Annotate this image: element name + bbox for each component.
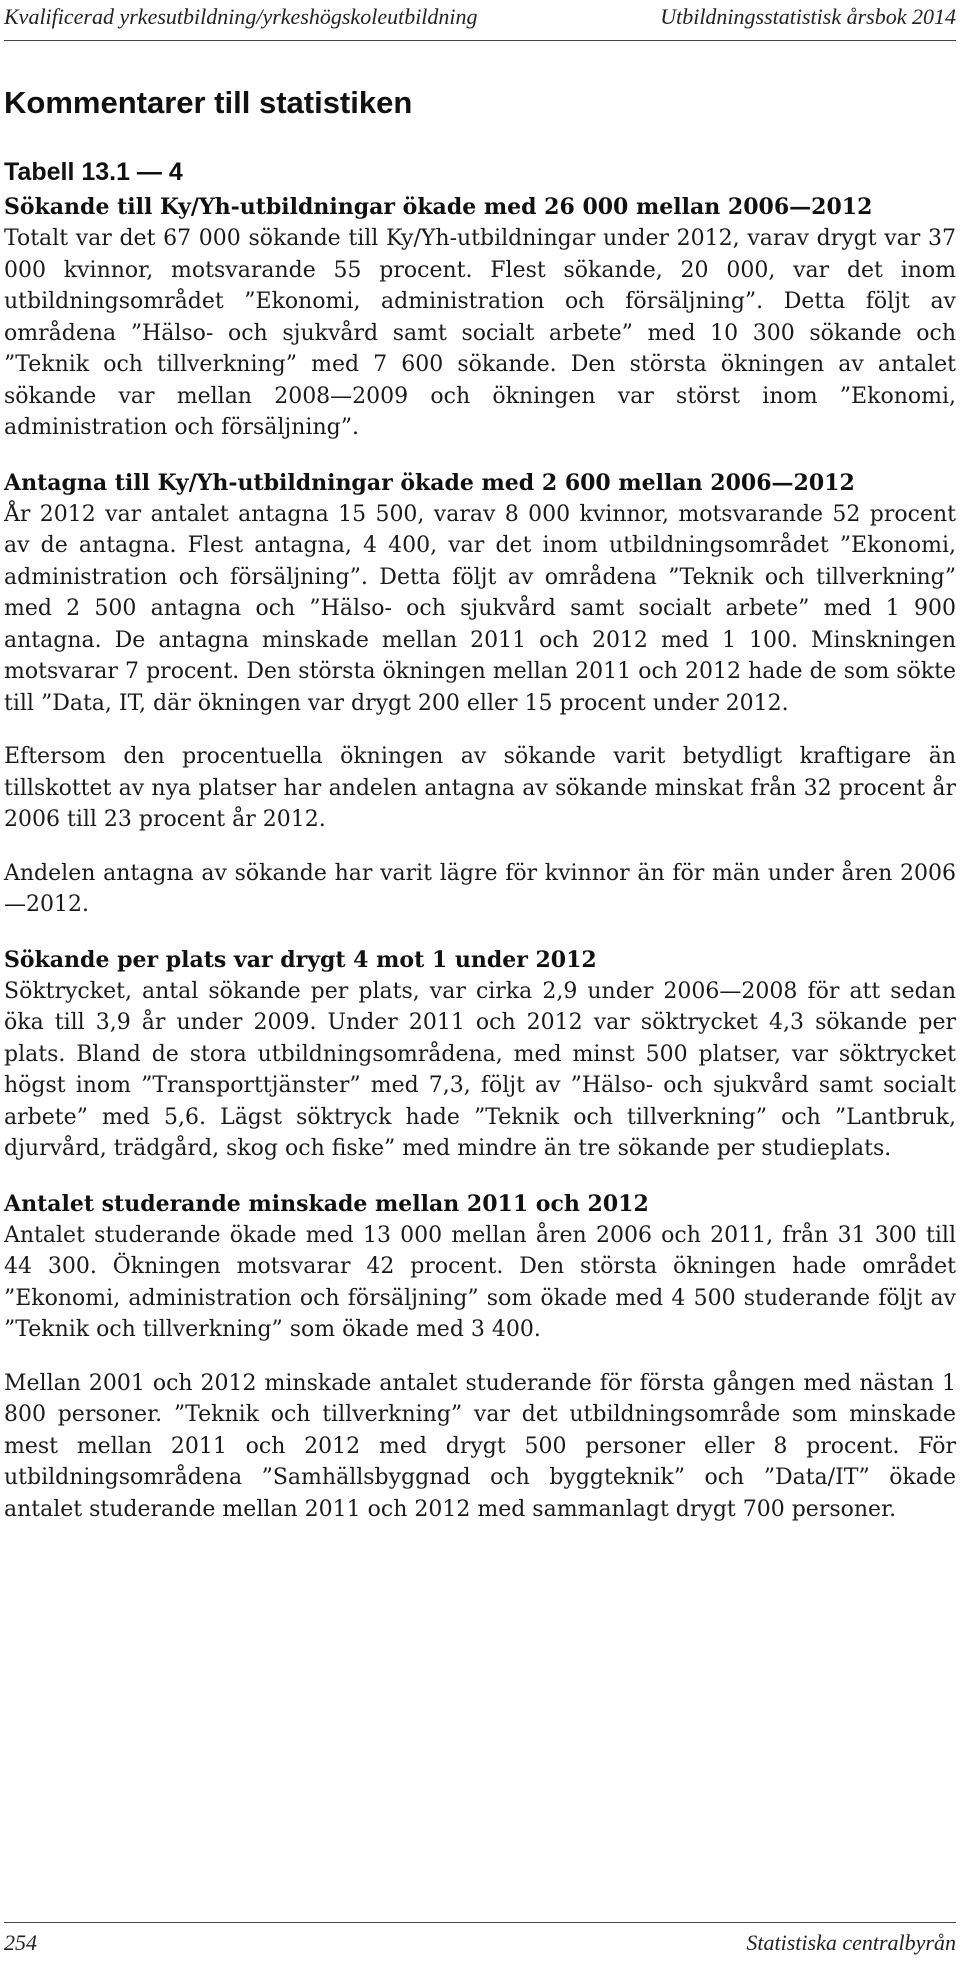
header-yearbook-title: Utbildningsstatistisk årsbok 2014 [660, 4, 956, 29]
page-number: 254 [4, 1930, 37, 1955]
subheading-applicants-per-place: Sökande per plats var drygt 4 mot 1 under 2012 [4, 946, 597, 973]
publisher-name: Statistiska centralbyrån [746, 1930, 956, 1955]
header-divider [4, 40, 956, 41]
paragraph: Antalet studerande ökade med 13 000 mellan åren 2006 och 2011, från 31 300 till 44 300. Ökningen motsvarar 42 procent. Den största ökningen hade området ”Ekonomi, administration och försäljning” som ökade med 4 500 studerande följt av ”Teknik och tillverkning” som ökade med 3 400. [4, 1222, 956, 1342]
running-header [4, 0, 956, 34]
paragraph: Andelen antagna av sökande har varit lägre för kvinnor än för män under åren 2006—2012. [4, 860, 956, 917]
paragraph: Totalt var det 67 000 sökande till Ky/Yh-utbildningar under 2012, varav drygt var 37 000 kvinnor, motsvarande 55 procent. Flest sökande, 20 000, var det inom utbildningsområdet ”Ekonomi, administration och försäljning”. Detta följt av områdena ”Hälso- och sjukvård samt socialt arbete” med 10 300 sökande och ”Teknik och tillverkning” med 7 600 sökande. Den största ökningen av antalet sökande var mellan 2008—2009 och ökningen var störst inom ”Ekonomi, administration och försäljning”. [4, 226, 956, 440]
paragraph: Mellan 2001 och 2012 minskade antalet studerande för första gången med nästan 1 800 personer. ”Teknik och tillverkning” var det utbildningsområde som minskade mest mellan 2011 och 2012 med drygt 500 personer eller 8 procent. För utbildningsområdena ”Samhällsbyggnad och byggteknik” och ”Data/IT” ökade antalet studerande mellan 2011 och 2012 med sammanlagt drygt 700 personer. [4, 1370, 956, 1522]
header-publication-title: Kvalificerad yrkesutbildning/yrkeshögskoleutbildning [4, 4, 478, 29]
paragraph: Söktrycket, antal sökande per plats, var cirka 2,9 under 2006—2008 för att sedan öka till 3,9 år under 2009. Under 2011 och 2012 var söktrycket 4,3 sökande per plats. Bland de stora utbildningsområdena, med minst 500 platser, var söktrycket högst inom ”Transporttjänster” med 7,3, följt av ”Hälso- och sjukvård samt socialt arbete” med 5,6. Lägst söktryck hade ”Teknik och tillverkning” och ”Lantbruk, djurvård, trädgård, skog och fiske” med mindre än tre sökande per studieplats. [4, 978, 956, 1161]
section-students [4, 1189, 956, 1526]
table-reference: Tabell 13.1 — 4 [4, 158, 183, 186]
subheading-students: Antalet studerande minskade mellan 2011 och 2012 [4, 1190, 649, 1217]
section-applicants-per-place [4, 945, 956, 1165]
subheading-applicants: Sökande till Ky/Yh-utbildningar ökade med 26 000 mellan 2006—2012 [4, 194, 873, 220]
section-applicants [4, 192, 956, 444]
page-content [4, 70, 956, 1525]
section-admitted [4, 468, 956, 921]
paragraph: Eftersom den procentuella ökningen av sökande varit betydligt kraftigare än tillskottet av nya platser har andelen antagna av sökande minskat från 32 procent år 2006 till 23 procent år 2012. [4, 744, 956, 832]
footer-divider [4, 1922, 956, 1923]
subheading-admitted: Antagna till Ky/Yh-utbildningar ökade med 2 600 mellan 2006—2012 [4, 469, 855, 496]
paragraph: År 2012 var antalet antagna 15 500, varav 8 000 kvinnor, motsvarande 52 procent av de antagna. Flest antagna, 4 400, var det inom utbildningsområdet ”Ekonomi, administration och försäljning”. Detta följt av områdena ”Teknik och tillverkning” med 2 500 antagna och ”Hälso- och sjukvård samt socialt arbete” med 1 900 antagna. De antagna minskade mellan 2011 och 2012 med 1 100. Minskningen motsvarar 7 procent. Den största ökningen mellan 2011 och 2012 hade de som sökte till ”Data, IT, där ökningen var drygt 200 eller 15 procent under 2012. [4, 501, 956, 716]
running-footer [4, 1926, 956, 1960]
section-heading: Kommentarer till statistiken [4, 85, 413, 120]
